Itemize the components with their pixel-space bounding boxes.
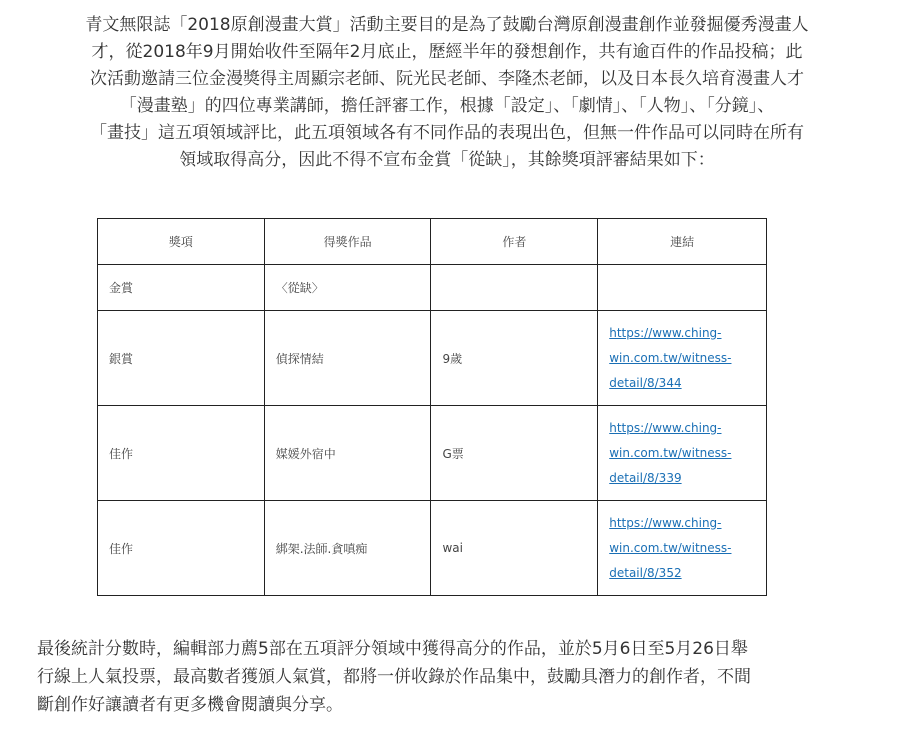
outro-paragraph bbox=[37, 635, 857, 719]
table-row bbox=[98, 406, 767, 501]
awards-table bbox=[97, 218, 767, 596]
outro-line: 斷創作好讓讀者有更多機會閱讀與分享。 bbox=[37, 695, 343, 715]
table-row bbox=[98, 311, 767, 406]
award-cell: 佳作 bbox=[98, 406, 265, 501]
intro-paragraph bbox=[32, 12, 862, 174]
link-line: https://www.ching- bbox=[609, 420, 722, 435]
link-cell bbox=[598, 265, 767, 311]
link-cell bbox=[598, 406, 767, 501]
link-line: win.com.tw/witness- bbox=[609, 350, 732, 365]
intro-line: 次活動邀請三位金漫獎得主周顯宗老師、阮光民老師、李隆杰老師，以及日本長久培育漫畫人才 bbox=[90, 69, 804, 89]
link-line: detail/8/344 bbox=[609, 375, 682, 390]
author-cell bbox=[431, 265, 598, 311]
work-link[interactable] bbox=[609, 416, 755, 491]
intro-line: 青文無限誌「2018原創漫畫大賞」活動主要目的是為了鼓勵台灣原創漫畫創作並發掘優秀漫畫人 bbox=[85, 15, 809, 35]
intro-line: 「畫技」這五項領域評比，此五項領域各有不同作品的表現出色，但無一件作品可以同時在所有 bbox=[90, 123, 804, 143]
link-line: https://www.ching- bbox=[609, 515, 722, 530]
header-author: 作者 bbox=[431, 219, 598, 265]
link-line: win.com.tw/witness- bbox=[609, 445, 732, 460]
header-award: 獎項 bbox=[98, 219, 265, 265]
work-link[interactable] bbox=[609, 511, 755, 586]
link-cell bbox=[598, 501, 767, 596]
link-line: detail/8/352 bbox=[609, 565, 682, 580]
header-link: 連結 bbox=[598, 219, 767, 265]
intro-line: 領域取得高分，因此不得不宣布金賞「從缺」，其餘獎項評審結果如下： bbox=[179, 150, 715, 170]
header-work: 得獎作品 bbox=[264, 219, 431, 265]
intro-line: 才，從2018年9月開始收件至隔年2月底止，歷經半年的發想創作，共有逾百件的作品投稿；此 bbox=[91, 42, 803, 62]
work-cell: 媒媛外宿中 bbox=[264, 406, 431, 501]
link-cell bbox=[598, 311, 767, 406]
award-cell: 銀賞 bbox=[98, 311, 265, 406]
table-row bbox=[98, 501, 767, 596]
author-cell: wai bbox=[431, 501, 598, 596]
work-link[interactable] bbox=[609, 321, 755, 396]
author-cell: 9歲 bbox=[431, 311, 598, 406]
outro-line: 最後統計分數時，編輯部力薦5部在五項評分領域中獲得高分的作品，並於5月6日至5月26日舉 bbox=[37, 639, 748, 659]
work-cell: 〈從缺〉 bbox=[264, 265, 431, 311]
award-cell: 佳作 bbox=[98, 501, 265, 596]
work-cell: 綁架.法師.貪嗔痴 bbox=[264, 501, 431, 596]
award-cell: 金賞 bbox=[98, 265, 265, 311]
link-line: win.com.tw/witness- bbox=[609, 540, 732, 555]
author-cell: G票 bbox=[431, 406, 598, 501]
link-line: detail/8/339 bbox=[609, 470, 682, 485]
intro-line: 「漫畫塾」的四位專業講師，擔任評審工作，根據「設定」、「劇情」、「人物」、「分鏡」、 bbox=[119, 96, 775, 116]
link-line: https://www.ching- bbox=[609, 325, 722, 340]
work-cell: 偵探情結 bbox=[264, 311, 431, 406]
table-row bbox=[98, 265, 767, 311]
table-header-row bbox=[98, 219, 767, 265]
outro-line: 行線上人氣投票，最高數者獲頒人氣賞，都將一併收錄於作品集中，鼓勵具潛力的創作者，不間 bbox=[37, 667, 751, 687]
